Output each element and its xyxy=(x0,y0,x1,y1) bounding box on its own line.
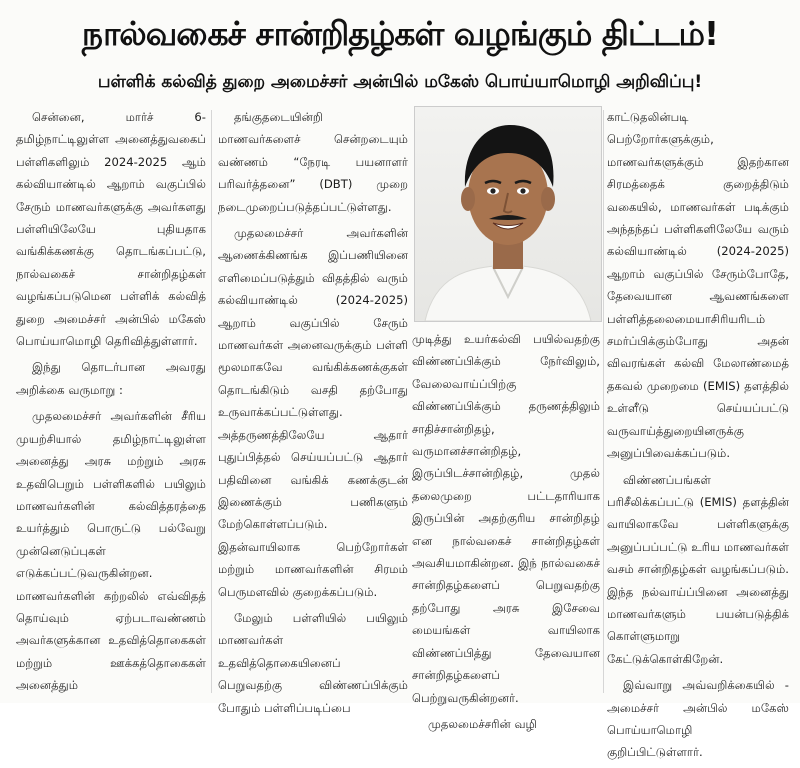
paragraph: முதலமைச்சர் அவர்களின் சீரிய முயற்சியால் தமிழ்நாட்டிலுள்ள அனைத்து அரசு மற்றும் அரசு உதவிபெறும் பள்ளிகளில் பயிலும் மாணவர்களின் கல்வித்தரத்தை உயர்த்தும் பொருட்டு பல்வேறு முன்னெடுப்புகள் எடுக்கப்பட்டுவருகின்றன. மாணவர்களின் கற்றலில் எவ்விதத் தொய்வும் ஏற்படாவண்ணம் அவர்களுக்கான உதவித்தொகைகள் மற்றும் ஊக்கத்தொகைகள் அனைத்தும் xyxy=(16,409,206,693)
paragraph: முதலமைச்சரின் வழி xyxy=(428,716,537,731)
minister-portrait-icon xyxy=(415,107,601,321)
paragraph: சென்னை, மார்ச் 6- தமிழ்நாட்டிலுள்ள அனைத்துவகைப் பள்ளிகளிலும் 2024-2025 ஆம் கல்வியாண்டில் ஆறாம் வகுப்பில் சேரும் மாணவர்களுக்கு அவர்களது பள்ளியிலேயே புதியதாக வங்கிக்கணக்கு தொடங்கப்பட்டு, நால்வகைச் சான்றிதழ்கள் வழங்கப்படுமென பள்ளிக் கல்வித் துறை அமைச்சர் அன்பில் மகேஸ் பொய்யாமொழி தெரிவித்துள்ளார். xyxy=(16,110,206,349)
headline: நால்வகைச் சான்றிதழ்கள் வழங்கும் திட்டம்! xyxy=(81,14,719,53)
paragraph: விண்ணப்பங்கள் பரிசீலிக்கப்பட்டு (EMIS) தளத்தின் வாயிலாகவே பள்ளிகளுக்கு அனுப்பப்பட்டு உரிய மாணவர்கள் வசம் சான்றிதழ்கள் வழங்கப்படும். இந்த நல்வாய்ப்பினை அனைத்து மாணவர்களும் பயன்படுத்திக் கொள்ளுமாறு கேட்டுக்கொள்கிறேன். xyxy=(607,472,789,666)
minister-photo xyxy=(414,106,602,322)
paragraph: காட்டுதலின்படி பெற்றோர்களுக்கும், மாணவர்களுக்கும் இதற்கான சிரமத்தைக் குறைத்திடும் வகையில், மாணவர்கள் படிக்கும் அந்தந்தப் பள்ளிகளிலேயே வரும் கல்வியாண்டில் (2024-2025) ஆறாம் வகுப்பில் சேரும்போதே, தேவையான ஆவணங்களை பள்ளித்தலைமையாசிரியரிடம் சமர்ப்பிக்கும்போது அதன் விவரங்கள் கல்வி மேலாண்மைத் தகவல் முறைமை (EMIS) தளத்தில் உள்ளீடு செய்யப்பட்டு வருவாய்த்துறையினருக்கு அனுப்பிவைக்கப்படும். xyxy=(607,110,789,461)
article-column-3 xyxy=(412,328,600,739)
paragraph: இந்து தொடர்பான அவரது அறிக்கை வருமாறு : xyxy=(16,360,206,397)
paragraph: முதலமைச்சர் அவர்களின் ஆணைக்கிணங்க இப்பணியினை எளிமைப்படுத்தும் விதத்தில் வரும் கல்வியாண்டில் (2024-2025) ஆறாம் வகுப்பில் சேரும் மாணவர்கள் அனைவருக்கும் பள்ளி மூலமாகவே வங்கிக்கணக்குகள் தொடங்கிடும் வசதி தற்போது உருவாக்கப்பட்டுள்ளது. அத்தருணத்திலேயே ஆதார் புதுப்பித்தல் செய்யப்பட்டு ஆதார் பதிவினை வங்கிக் கணக்குடன் இணைக்கும் பணிகளும் மேற்கொள்ளப்படும். இதன்வாயிலாக பெற்றோர்கள் மற்றும் மாணவர்களின் சிரமம் பெருமளவில் குறைக்கப்படும். xyxy=(218,226,408,599)
article-column-4 xyxy=(607,106,789,768)
article-column-2 xyxy=(218,106,408,723)
subheadline: பள்ளிக் கல்வித் துறை அமைச்சர் அன்பில் மகேஸ் பொய்யாமொழி அறிவிப்பு! xyxy=(97,72,703,92)
article-column-1 xyxy=(16,106,206,701)
paragraph: இவ்வாறு அவ்வறிக்கையில் - அமைச்சர் அன்பில் மகேஸ் பொய்யாமொழி குறிப்பிட்டுள்ளார். xyxy=(607,678,789,760)
paragraph: தங்குதடையின்றி மாணவர்களைச் சென்றடையும் வண்ணம் “நேரடி பயனாளர் பரிவர்த்தனை” (DBT) முறை நடைமுறைப்படுத்தப்பட்டுள்ளது. xyxy=(218,110,408,214)
paragraph: மேலும் பள்ளியில் பயிலும் மாணவர்கள் உதவித்தொகையினைப் பெறுவதற்கு விண்ணப்பிக்கும் போதும் பள்ளிப்படிப்பை xyxy=(218,610,408,715)
column-divider xyxy=(211,110,212,693)
column-divider xyxy=(603,110,604,693)
paragraph: முடித்து உயர்கல்வி பயில்வதற்கு விண்ணப்பிக்கும் நேர்விலும், வேலைவாய்ப்பிற்கு விண்ணப்பிக்கும் தருணத்திலும் சாதிச்சான்றிதழ், வருமானச்சான்றிதழ், இருப்பிடச்சான்றிதழ், முதல் தலைமுறை பட்டதாரியாக இருப்பின் அதற்குரிய சான்றிதழ் என நால்வகைச் சான்றிதழ்கள் அவசியமாகின்றன. இந் நால்வகைச் சான்றிதழ்களைப் பெறுவதற்கு தற்போது அரசு இசேவை மையங்கள் வாயிலாக விண்ணப்பித்து தேவையான சான்றிதழ்களைப் பெற்றுவருகின்றனர். xyxy=(412,332,600,705)
